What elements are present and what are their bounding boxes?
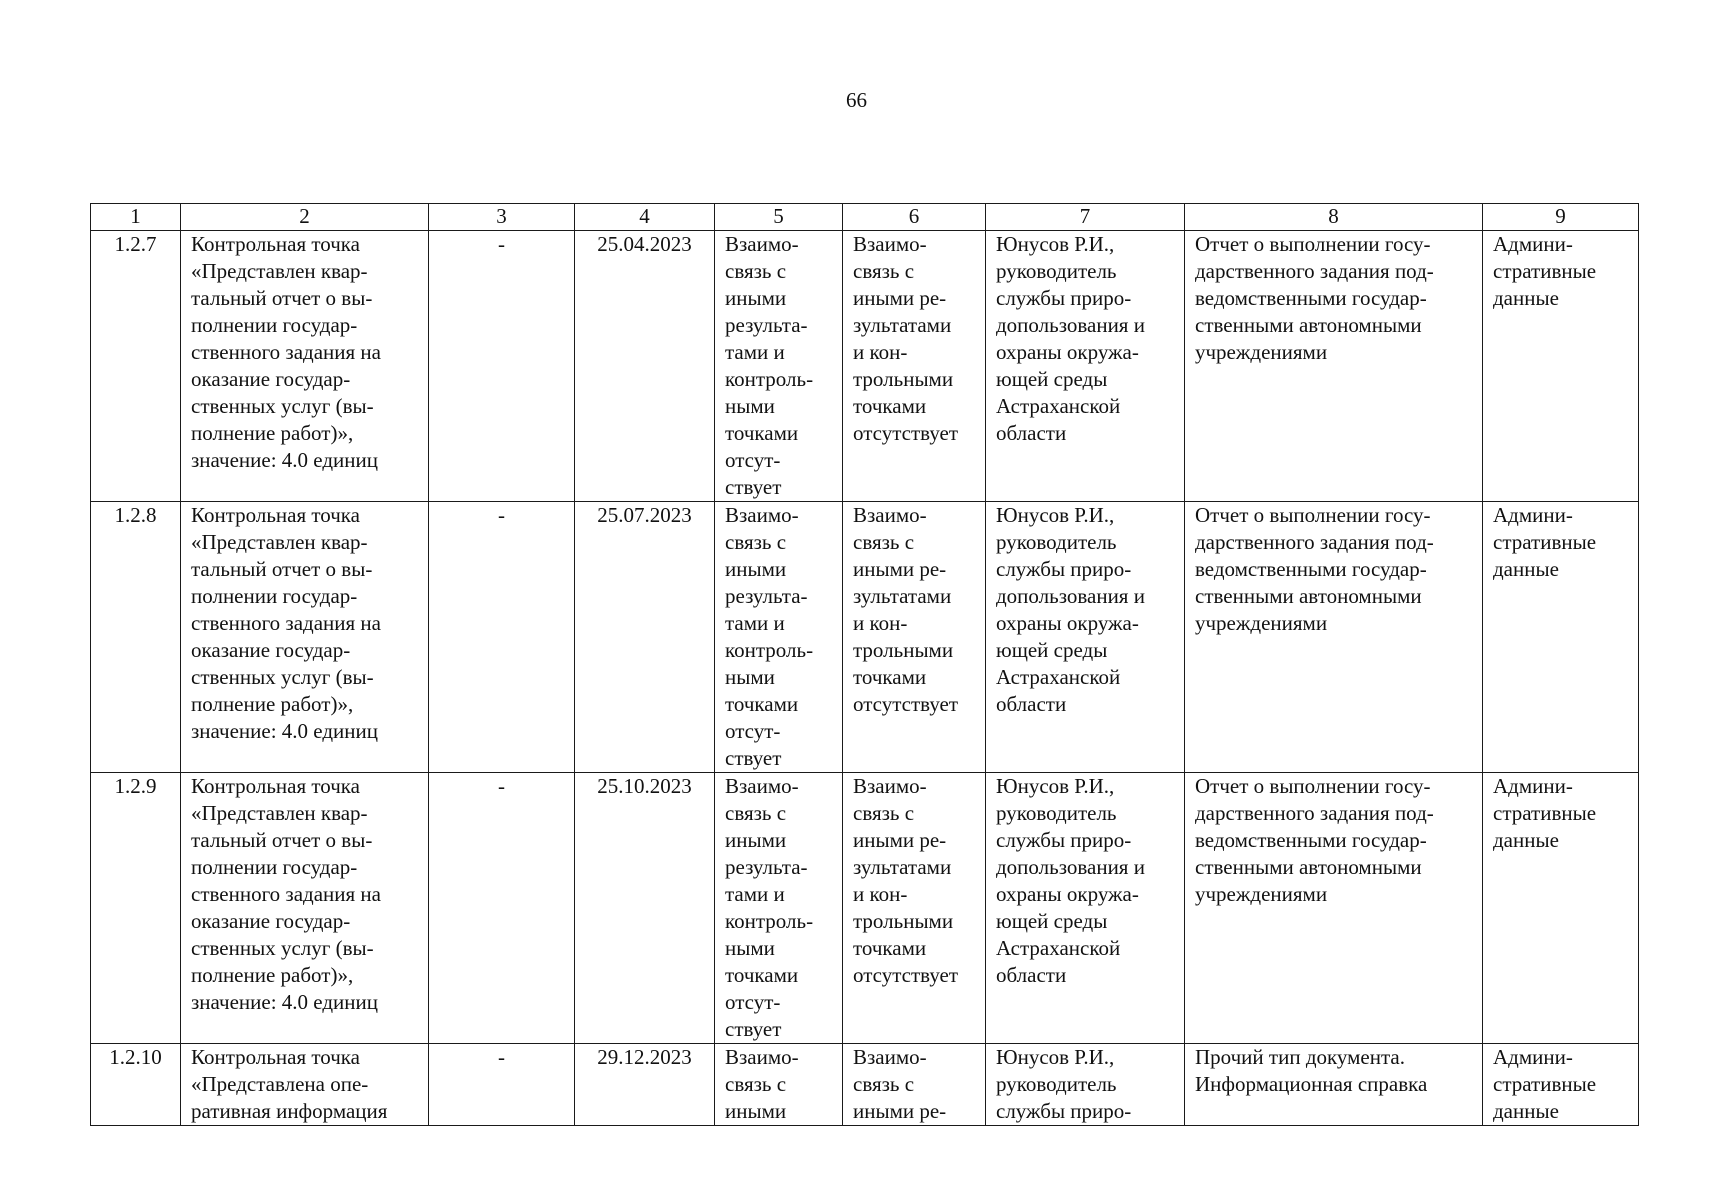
- column-header-8: 8: [1185, 204, 1483, 231]
- table-row: [91, 502, 1639, 773]
- document-type: Отчет о выполнении госу- дарственного задания под- ведомственными государ- ственными автономными учреждениями: [1185, 231, 1483, 502]
- relation-results: Взаимо- связь с иными результа- тами и контроль- ными точками отсут- ствует: [715, 231, 843, 502]
- header-row: [91, 204, 1639, 231]
- relation-other: Взаимо- связь с иными ре- зультатами и кон- трольными точками отсутствует: [843, 502, 986, 773]
- info-source: Админи- стративные данные: [1483, 231, 1639, 502]
- info-source: Админи- стративные данные: [1483, 1044, 1639, 1126]
- column-header-1: 1: [91, 204, 181, 231]
- deadline-date: 25.07.2023: [575, 502, 715, 773]
- document-type: Отчет о выполнении госу- дарственного задания под- ведомственными государ- ственными автономными учреждениями: [1185, 502, 1483, 773]
- table-row: [91, 1044, 1639, 1126]
- info-source: Админи- стративные данные: [1483, 502, 1639, 773]
- column-header-6: 6: [843, 204, 986, 231]
- deadline-date: 25.10.2023: [575, 773, 715, 1044]
- row-number: 1.2.8: [91, 502, 181, 773]
- responsible-person: Юнусов Р.И., руководитель службы приро- допользования и охраны окружа- ющей среды Астраханской области: [986, 231, 1185, 502]
- row-number: 1.2.10: [91, 1044, 181, 1126]
- base-value: -: [429, 1044, 575, 1126]
- control-point-name: Контрольная точка «Представлена опе- ративная информация: [181, 1044, 429, 1126]
- document-type: Отчет о выполнении госу- дарственного задания под- ведомственными государ- ственными автономными учреждениями: [1185, 773, 1483, 1044]
- responsible-person: Юнусов Р.И., руководитель службы приро- допользования и охраны окружа- ющей среды Астраханской области: [986, 502, 1185, 773]
- column-header-3: 3: [429, 204, 575, 231]
- column-header-2: 2: [181, 204, 429, 231]
- relation-other: Взаимо- связь с иными ре-: [843, 1044, 986, 1126]
- column-header-7: 7: [986, 204, 1185, 231]
- base-value: -: [429, 231, 575, 502]
- row-number: 1.2.9: [91, 773, 181, 1044]
- responsible-person: Юнусов Р.И., руководитель службы приро-: [986, 1044, 1185, 1126]
- base-value: -: [429, 773, 575, 1044]
- relation-results: Взаимо- связь с иными результа- тами и контроль- ными точками отсут- ствует: [715, 502, 843, 773]
- control-point-name: Контрольная точка «Представлен квар- тальный отчет о вы- полнении государ- ственного задания на оказание государ- ственных услуг (вы- полнение работ)», значение: 4.0 единиц: [181, 231, 429, 502]
- responsible-person: Юнусов Р.И., руководитель службы приро- допользования и охраны окружа- ющей среды Астраханской области: [986, 773, 1185, 1044]
- document-type: Прочий тип документа. Информационная справка: [1185, 1044, 1483, 1126]
- table-row: [91, 231, 1639, 502]
- deadline-date: 25.04.2023: [575, 231, 715, 502]
- control-point-name: Контрольная точка «Представлен квар- тальный отчет о вы- полнении государ- ственного задания на оказание государ- ственных услуг (вы- полнение работ)», значение: 4.0 единиц: [181, 502, 429, 773]
- row-number: 1.2.7: [91, 231, 181, 502]
- info-source: Админи- стративные данные: [1483, 773, 1639, 1044]
- control-point-name: Контрольная точка «Представлен квар- тальный отчет о вы- полнении государ- ственного задания на оказание государ- ственных услуг (вы- полнение работ)», значение: 4.0 единиц: [181, 773, 429, 1044]
- relation-other: Взаимо- связь с иными ре- зультатами и кон- трольными точками отсутствует: [843, 231, 986, 502]
- control-points-table: [90, 203, 1639, 1126]
- column-header-9: 9: [1483, 204, 1639, 231]
- column-header-4: 4: [575, 204, 715, 231]
- relation-results: Взаимо- связь с иными результа- тами и контроль- ными точками отсут- ствует: [715, 773, 843, 1044]
- relation-results: Взаимо- связь с иными: [715, 1044, 843, 1126]
- deadline-date: 29.12.2023: [575, 1044, 715, 1126]
- column-header-5: 5: [715, 204, 843, 231]
- relation-other: Взаимо- связь с иными ре- зультатами и кон- трольными точками отсутствует: [843, 773, 986, 1044]
- base-value: -: [429, 502, 575, 773]
- table-row: [91, 773, 1639, 1044]
- page-number: 66: [846, 88, 867, 112]
